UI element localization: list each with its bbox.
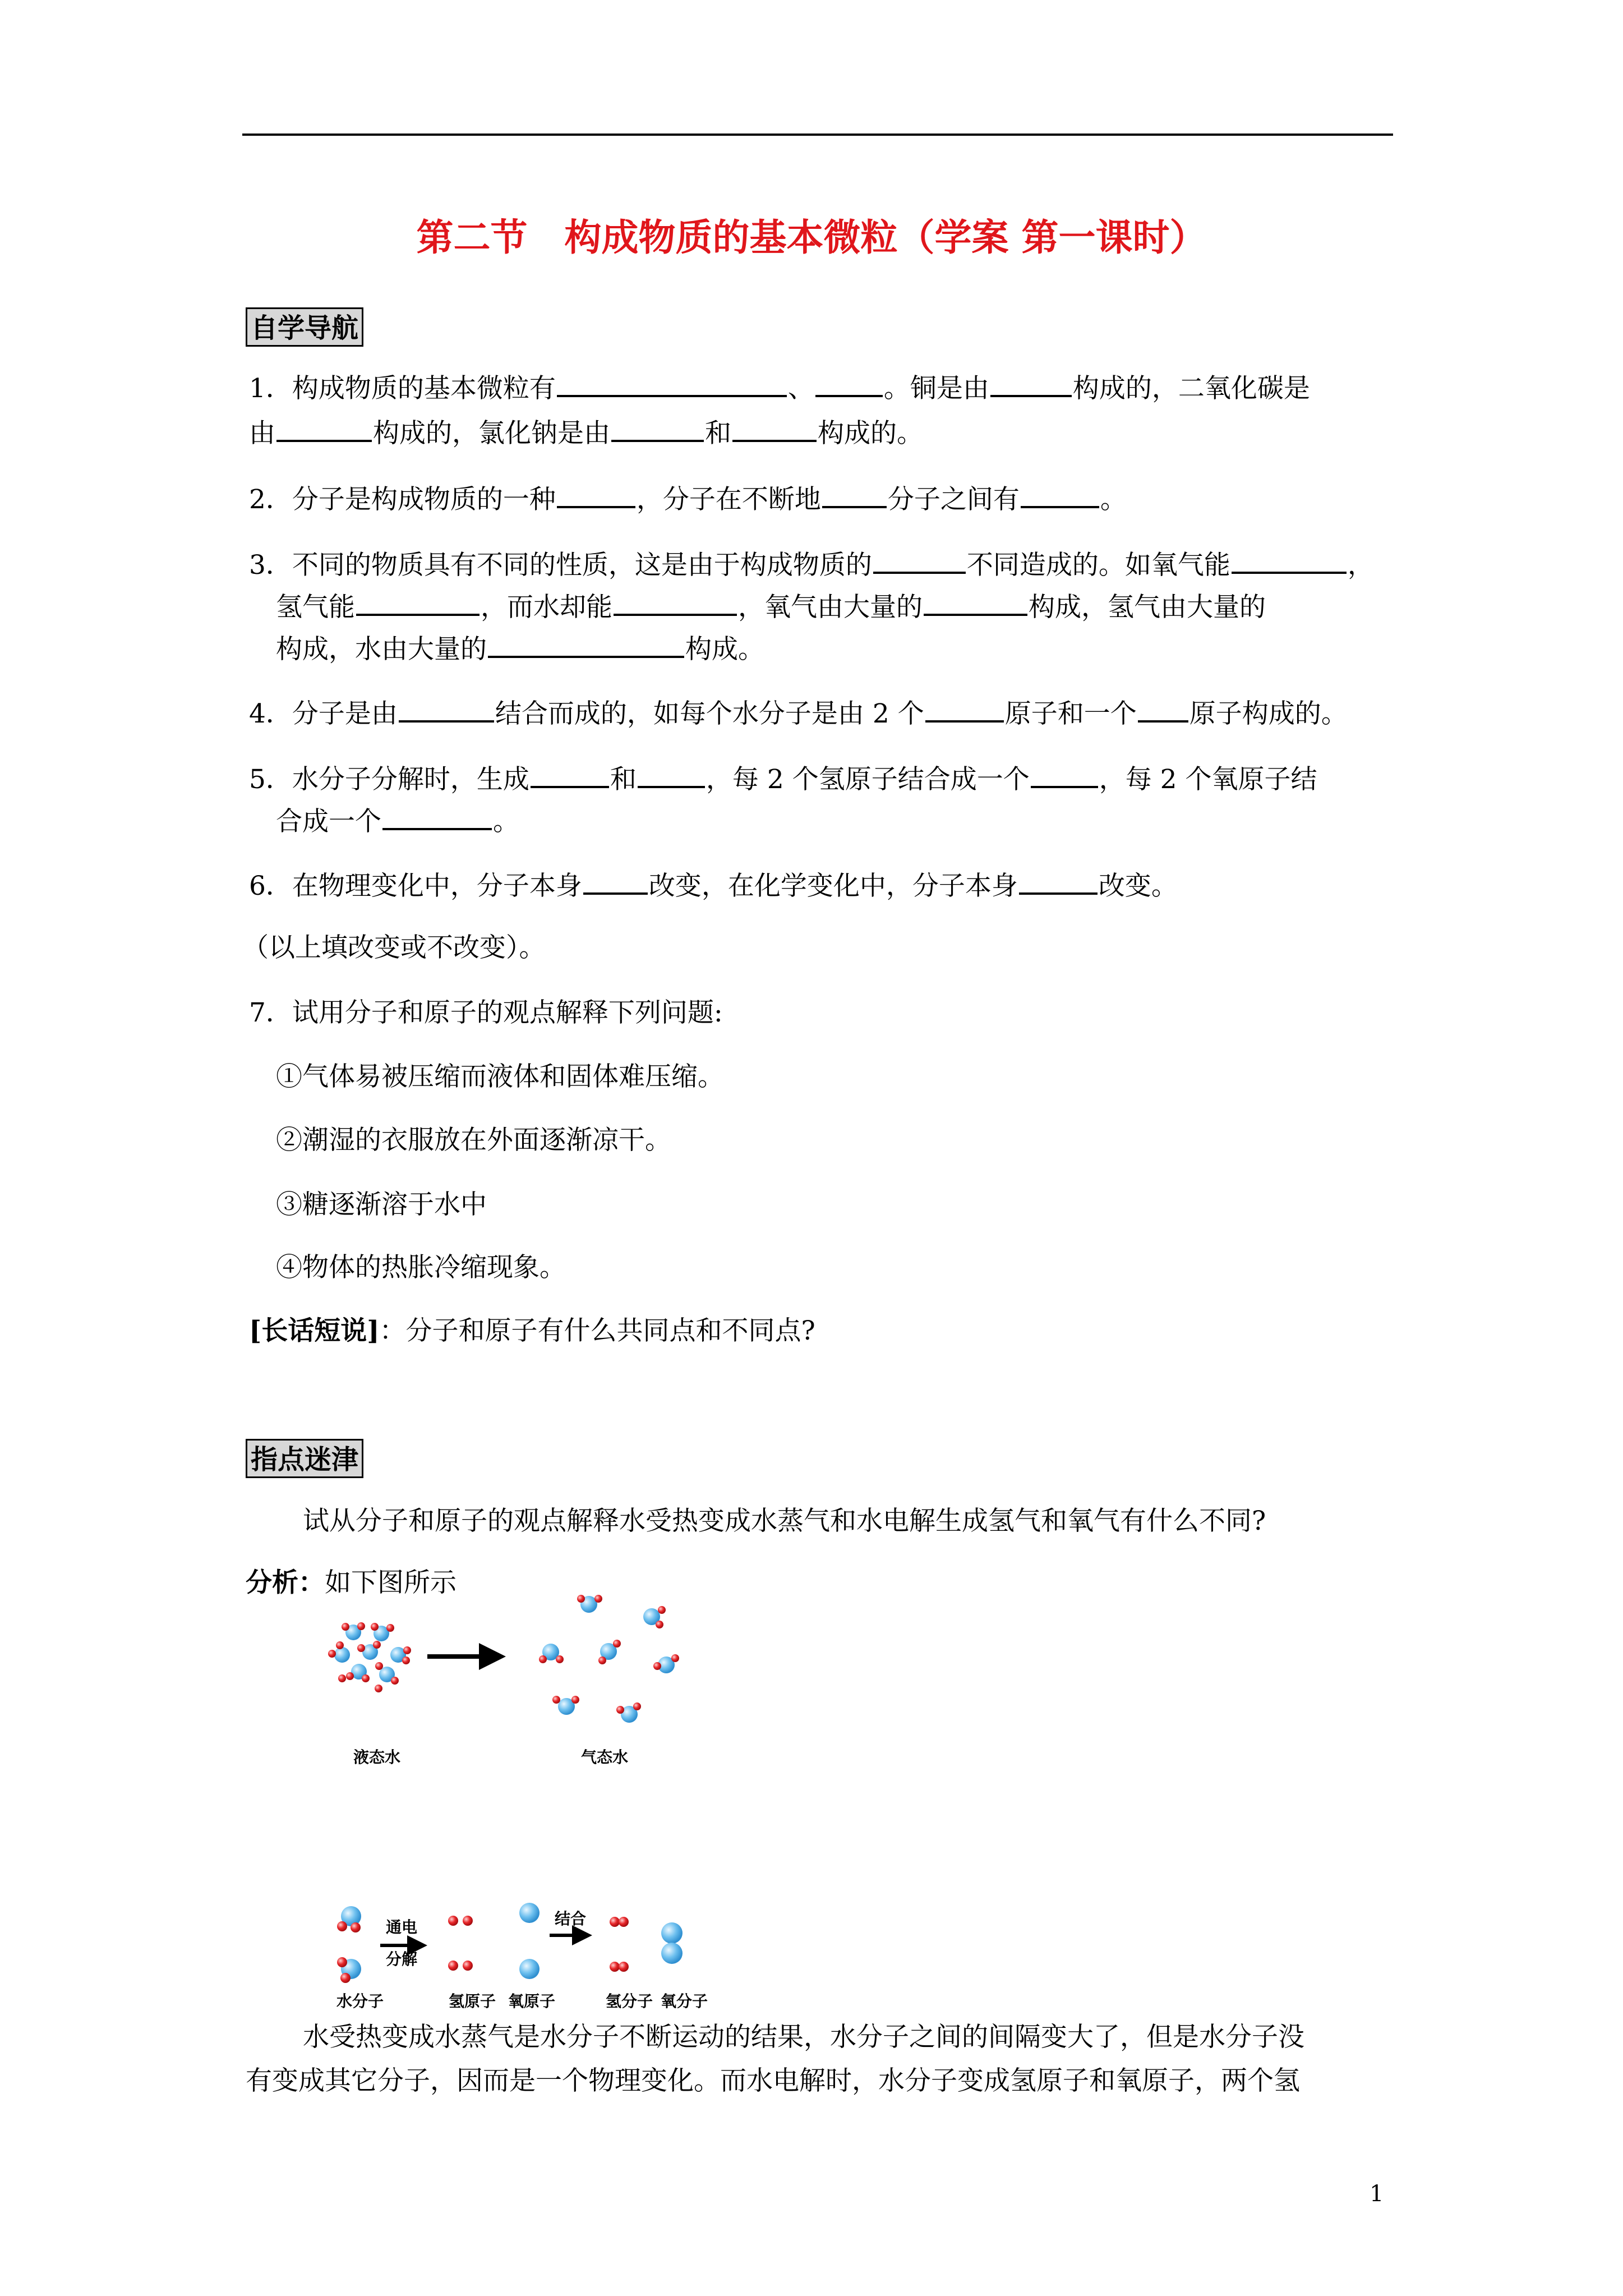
caption-oxygen-molecule: 氧分子 <box>661 1992 708 2010</box>
question-4: 4．分子是由 结合而成的，如每个水分子是由 2 个 原子和一个 原子构成的。 <box>249 696 1348 731</box>
fill-note: （以上填改变或不改变）。 <box>242 932 546 963</box>
question-7-item: ①气体易被压缩而液体和固体难压缩。 <box>276 1061 724 1092</box>
analysis-label: 分析： <box>246 1567 325 1598</box>
question-7-item: ④物体的热胀冷缩现象。 <box>276 1252 566 1283</box>
blank[interactable] <box>557 481 635 508</box>
caption-water-molecule: 水分子 <box>336 1992 384 2010</box>
page-title: 第二节 构成物质的基本微粒（学案 第一课时） <box>416 215 1207 259</box>
analysis-line: 分析：如下图所示 <box>246 1567 457 1598</box>
question-6: 6．在物理变化中，分子本身 改变，在化学变化中，分子本身 改变。 <box>249 868 1178 903</box>
blank[interactable] <box>614 589 737 616</box>
blank[interactable] <box>638 761 705 788</box>
hydrogen-atoms <box>448 1916 473 1971</box>
figure-phase-change <box>303 1582 707 1784</box>
figure-electrolysis <box>323 1896 727 2014</box>
blank[interactable] <box>276 415 372 442</box>
question-5-line-2: 合成一个 。 <box>276 803 519 839</box>
question-3-line-3: 构成，水由大量的 构成。 <box>276 631 764 666</box>
blank[interactable] <box>356 589 479 616</box>
blank[interactable] <box>822 481 887 508</box>
section-heading-self-study: 自学导航 <box>246 307 363 347</box>
blank[interactable] <box>1019 868 1098 895</box>
long-short-label: [长话短说] <box>249 1315 380 1346</box>
blank[interactable] <box>1031 761 1098 788</box>
blank[interactable] <box>1232 547 1347 574</box>
blank[interactable] <box>531 761 609 788</box>
caption-gaseous-water: 气态水 <box>581 1748 629 1766</box>
blank[interactable] <box>924 589 1027 616</box>
blank[interactable] <box>1021 481 1099 508</box>
header-rule <box>242 134 1393 136</box>
blank[interactable] <box>1138 696 1188 723</box>
hydrogen-molecules <box>610 1917 629 1972</box>
gaseous-water-scatter <box>539 1595 679 1723</box>
question-7-item: ③糖逐渐溶于水中 <box>276 1189 487 1220</box>
blank[interactable] <box>488 631 684 658</box>
question-2: 2．分子是构成物质的一种 ，分子在不断地 分子之间有 。 <box>249 481 1127 517</box>
explanation-line-2: 有变成其它分子，因而是一个物理变化。而水电解时，水分子变成氢原子和氧原子，两个氢 <box>246 2065 1300 2096</box>
blank[interactable] <box>873 547 966 574</box>
caption-hydrogen-molecule: 氢分子 <box>606 1992 653 2010</box>
question-7-item: ②潮湿的衣服放在外面逐渐凉干。 <box>276 1125 671 1156</box>
caption-oxygen-atom: 氧原子 <box>508 1992 556 2010</box>
section-heading-guide: 指点迷津 <box>246 1439 363 1478</box>
long-short-prompt: [长话短说]：分子和原子有什么共同点和不同点? <box>249 1315 815 1346</box>
blank[interactable] <box>815 370 883 397</box>
question-1-line-2: 由 构成的，氯化钠是由 和 构成的。 <box>249 415 923 450</box>
question-3-line-2: 氢气能 ，而水却能 ，氧气由大量的 构成，氢气由大量的 <box>276 589 1266 624</box>
oxygen-molecule <box>661 1922 683 1964</box>
blank[interactable] <box>557 370 787 397</box>
question-5-line-1: 5．水分子分解时，生成 和 ，每 2 个氢原子结合成一个 ，每 2 个氧原子结 <box>249 761 1317 797</box>
guide-question: 试从分子和原子的观点解释水受热变成水蒸气和水电解生成氢气和氧气有什么不同? <box>303 1506 1266 1536</box>
blank[interactable] <box>732 415 817 442</box>
blank[interactable] <box>925 696 1004 723</box>
caption-liquid-water: 液态水 <box>353 1748 401 1766</box>
blank[interactable] <box>382 803 492 830</box>
arrow1-label-bottom: 分解 <box>386 1950 418 1968</box>
liquid-water-cluster <box>328 1622 411 1692</box>
explanation-line-1: 水受热变成水蒸气是水分子不断运动的结果，水分子之间的间隔变大了，但是水分子没 <box>303 2022 1304 2053</box>
blank[interactable] <box>990 370 1072 397</box>
arrow2-label: 结合 <box>555 1910 587 1928</box>
arrow1-label-top: 通电 <box>386 1918 418 1936</box>
blank[interactable] <box>399 696 494 723</box>
question-3-line-1: 3．不同的物质具有不同的性质，这是由于构成物质的 不同造成的。如氧气能 ， <box>249 547 1374 582</box>
oxygen-atoms <box>519 1903 540 1979</box>
water-molecules <box>337 1906 361 1983</box>
caption-hydrogen-atom: 氢原子 <box>449 1992 496 2010</box>
page-number: 1 <box>1370 2181 1384 2207</box>
question-1-line-1: 1．构成物质的基本微粒有 、 。铜是由 构成的，二氧化碳是 <box>249 370 1310 406</box>
blank[interactable] <box>611 415 704 442</box>
question-7-intro: 7．试用分子和原子的观点解释下列问题: <box>249 997 723 1028</box>
blank[interactable] <box>583 868 648 895</box>
